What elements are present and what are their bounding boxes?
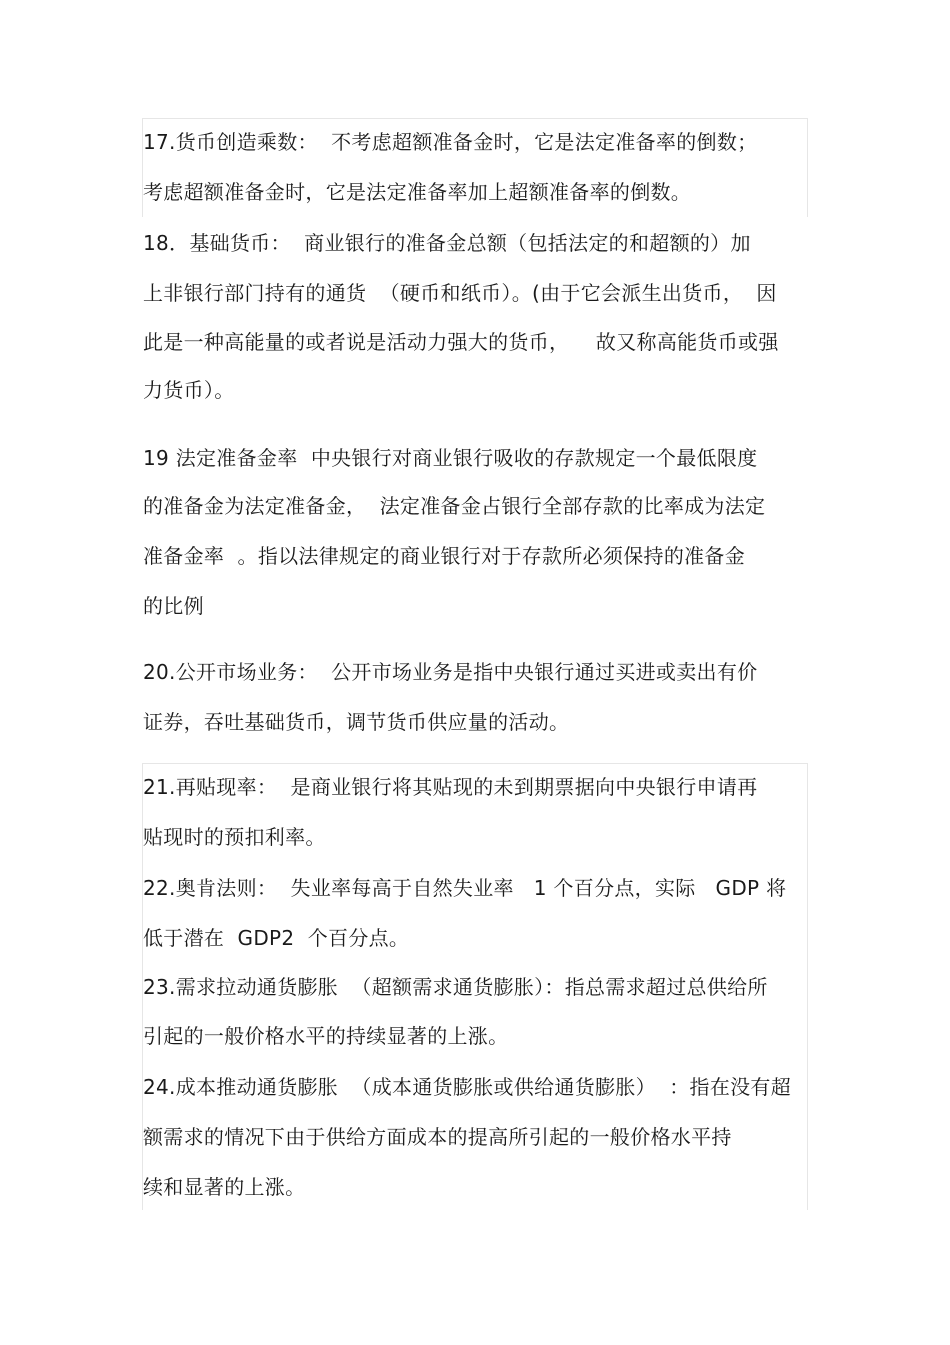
term-23-line-1: 23.需求拉动通货膨胀 （超额需求通货膨胀）：指总需求超过总供给所	[143, 975, 768, 999]
term-21-line-1: 21.再贴现率： 是商业银行将其贴现的未到期票据向中央银行申请再	[143, 775, 758, 799]
term-18-line-4: 力货币）。	[143, 378, 235, 402]
term-18-line-2: 上非银行部门持有的通货 （硬币和纸币）。(由于它会派生出货币， 因	[143, 281, 777, 305]
term-17-line-1: 17.货币创造乘数： 不考虑超额准备金时，它是法定准备率的倒数；	[143, 130, 758, 154]
term-24-line-3: 续和显著的上涨。	[143, 1175, 306, 1199]
term-21-line-2: 贴现时的预扣利率。	[143, 825, 326, 849]
term-19-line-2: 的准备金为法定准备金， 法定准备金占银行全部存款的比率成为法定	[143, 494, 766, 518]
term-19-line-1: 19 法定准备金率 中央银行对商业银行吸收的存款规定一个最低限度	[143, 446, 758, 470]
term-17-line-2: 考虑超额准备金时，它是法定准备率加上超额准备率的倒数。	[143, 180, 692, 204]
term-19-line-3: 准备金率 。指以法律规定的商业银行对于存款所必须保持的准备金	[143, 544, 746, 568]
term-18-line-1: 18．基础货币： 商业银行的准备金总额（包括法定的和超额的）加	[143, 231, 751, 255]
term-24-line-1: 24.成本推动通货膨胀 （成本通货膨胀或供给通货膨胀） ：指在没有超	[143, 1075, 792, 1099]
term-24-line-2: 额需求的情况下由于供给方面成本的提高所引起的一般价格水平持	[143, 1125, 732, 1149]
term-19-line-4: 的比例	[143, 594, 204, 618]
term-20-line-1: 20.公开市场业务： 公开市场业务是指中央银行通过买进或卖出有价	[143, 660, 758, 684]
term-20-line-2: 证券，吞吐基础货币，调节货币供应量的活动。	[143, 710, 570, 734]
term-23-line-2: 引起的一般价格水平的持续显著的上涨。	[143, 1024, 509, 1048]
term-22-line-2: 低于潜在 GDP2 个百分点。	[143, 926, 410, 950]
term-18-line-3: 此是一种高能量的或者说是活动力强大的货币， 故又称高能货币或强	[143, 330, 779, 354]
term-22-line-1: 22.奥肯法则： 失业率每高于自然失业率 1 个百分点，实际 GDP 将	[143, 876, 787, 900]
